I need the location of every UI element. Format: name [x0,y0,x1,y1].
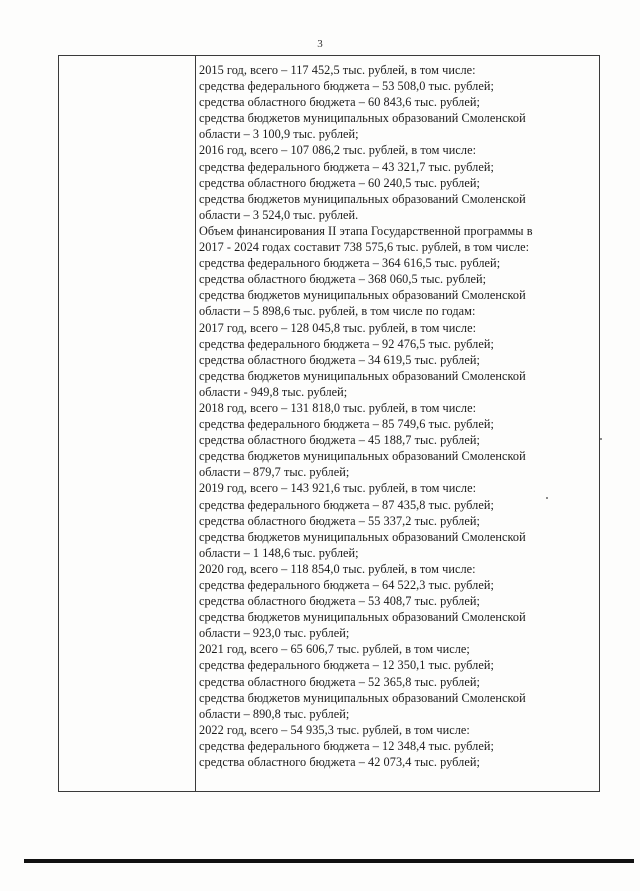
text-line: средства областного бюджета – 60 240,5 тыс. рублей; [199,175,480,190]
text-line: средства областного бюджета – 53 408,7 тыс. рублей; [199,594,480,609]
text-line: средства областного бюджета – 34 619,5 тыс. рублей; [199,352,480,367]
text-line: 2016 год, всего – 107 086,2 тыс. рублей, в том числе: [199,143,477,158]
program-funding-table [58,55,600,792]
text-line: области – 5 898,6 тыс. рублей, в том числе по годам: [199,304,476,319]
funding-text-cell [199,62,595,770]
scan-speck [546,497,548,499]
text-line: 2018 год, всего – 131 818,0 тыс. рублей, в том числе: [199,400,477,415]
text-line: средства бюджетов муниципальных образований Смоленской [199,610,526,625]
text-line: Объем финансирования II этапа Государственной программы в [199,223,533,238]
text-line: средства бюджетов муниципальных образований Смоленской [199,529,526,544]
text-line: средства бюджетов муниципальных образований Смоленской [199,111,526,126]
text-line: средства федерального бюджета – 87 435,8 тыс. рублей; [199,497,494,512]
text-line: области – 879,7 тыс. рублей; [199,465,350,480]
text-line: средства областного бюджета – 55 337,2 тыс. рублей; [199,513,480,528]
text-line: средства областного бюджета – 42 073,4 тыс. рублей; [199,755,480,770]
text-line: средства бюджетов муниципальных образований Смоленской [199,690,526,705]
page-number: 3 [317,38,323,50]
text-line: 2019 год, всего – 143 921,6 тыс. рублей, в том числе: [199,481,477,496]
text-line: области – 890,8 тыс. рублей; [199,706,350,721]
text-line: средства областного бюджета – 368 060,5 тыс. рублей; [199,272,487,287]
text-line: средства федерального бюджета – 64 522,3 тыс. рублей; [199,578,494,592]
text-line: средства бюджетов муниципальных образований Смоленской [199,191,526,206]
text-line: средства бюджетов муниципальных образований Смоленской [199,288,526,303]
text-line: области – 923,0 тыс. рублей; [199,626,350,641]
text-line: 2015 год, всего – 117 452,5 тыс. рублей, в том числе: [199,63,476,77]
text-line: средства областного бюджета – 45 188,7 тыс. рублей; [199,433,480,448]
text-line: 2022 год, всего – 54 935,3 тыс. рублей, в том числе: [199,722,470,737]
text-line: средства федерального бюджета – 364 616,5 тыс. рублей; [199,256,501,271]
text-line: средства федерального бюджета – 12 350,1 тыс. рублей; [199,658,494,673]
text-line: 2021 год, всего – 65 606,7 тыс. рублей, в том числе; [199,642,470,657]
page-bottom-rule [24,859,634,863]
text-line: средства федерального бюджета – 43 321,7 тыс. рублей; [199,159,494,174]
text-line: средства федерального бюджета – 85 749,6 тыс. рублей; [199,417,494,432]
text-line: области - 949,8 тыс. рублей; [199,384,348,399]
text-line: средства федерального бюджета – 53 508,0 тыс. рублей; [199,79,494,94]
scan-speck [600,438,602,440]
text-line: средства бюджетов муниципальных образований Смоленской [199,368,526,383]
text-line: 2017 - 2024 годах составит 738 575,6 тыс. рублей, в том числе: [199,240,530,255]
text-line: области – 3 100,9 тыс. рублей; [199,127,359,142]
column-divider [195,56,196,791]
text-line: средства областного бюджета – 60 843,6 тыс. рублей; [199,95,480,110]
text-line: области – 1 148,6 тыс. рублей; [199,545,359,560]
text-line: 2020 год, всего – 118 854,0 тыс. рублей, в том числе: [199,561,476,576]
text-line: средства федерального бюджета – 92 476,5 тыс. рублей; [199,336,494,351]
text-line: средства федерального бюджета – 12 348,4 тыс. рублей; [199,738,494,753]
text-line: области – 3 524,0 тыс. рублей. [199,207,359,222]
text-line: средства областного бюджета – 52 365,8 тыс. рублей; [199,674,480,689]
text-line: средства бюджетов муниципальных образований Смоленской [199,449,526,464]
text-line: 2017 год, всего – 128 045,8 тыс. рублей, в том числе: [199,320,477,335]
